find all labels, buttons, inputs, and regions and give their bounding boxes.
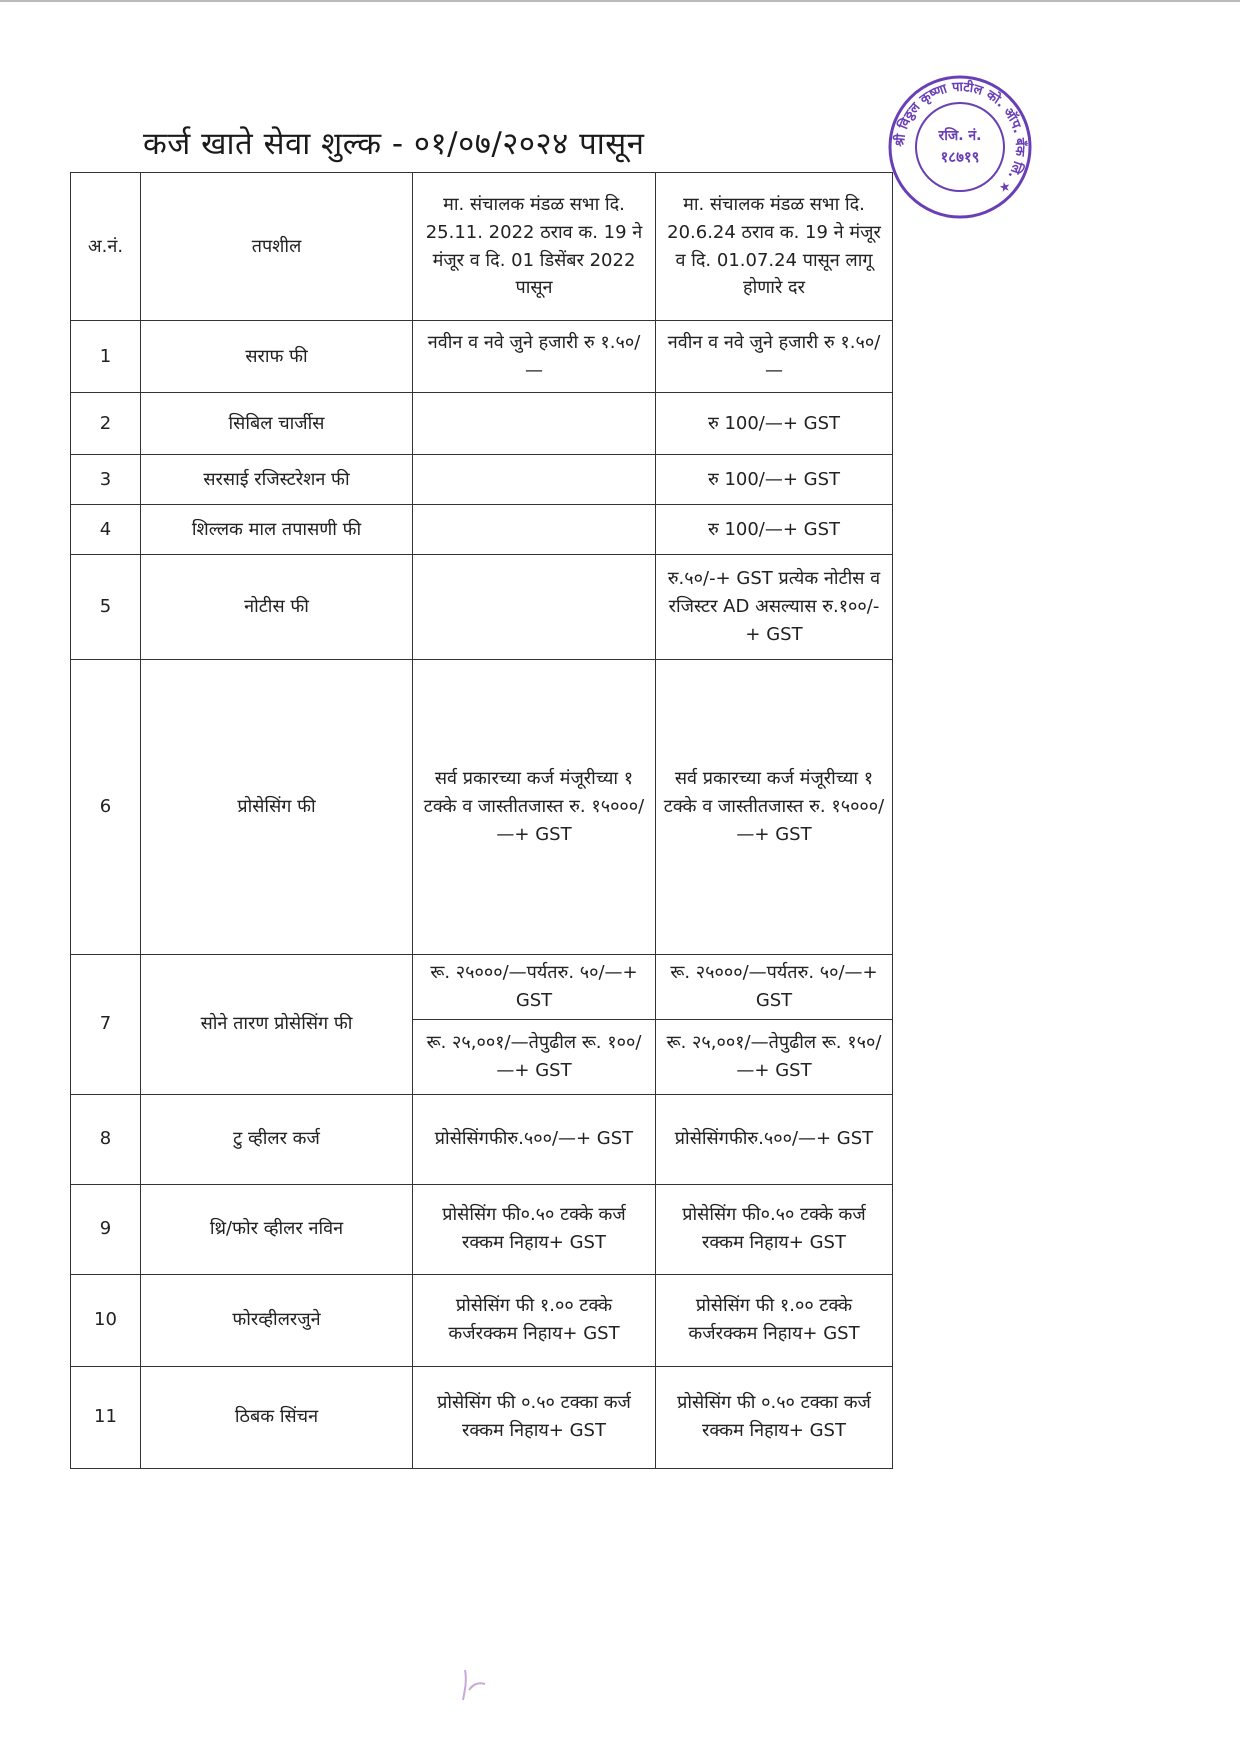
header-detail: तपशील [141, 173, 413, 321]
header-new-rate: मा. संचालक मंडळ सभा दि. 20.6.24 ठराव क. 19 ने मंजूर व दि. 01.07.24 पासून लागू होणारे दर [656, 173, 893, 321]
row-new-rate-tier-2: रू. २५,००१/—तेपुढील रू. १५०/—+ GST [656, 1019, 893, 1094]
row-old-rate [413, 555, 656, 660]
row-old-rate: सर्व प्रकारच्या कर्ज मंजूरीच्या १ टक्के व जास्तीतजास्त रु. १५०००/—+ GST [413, 660, 656, 955]
header-old-rate: मा. संचालक मंडळ सभा दि. 25.11. 2022 ठराव क. 19 ने मंजूर व दि. 01 डिसेंबर 2022 पासून [413, 173, 656, 321]
header-serial-no: अ.नं. [71, 173, 141, 321]
row-new-rate: रु 100/—+ GST [656, 505, 893, 555]
row-detail: नोटीस फी [141, 555, 413, 660]
pen-scribble-mark [455, 1660, 495, 1710]
row-detail: फोरव्हीलरजुने [141, 1274, 413, 1366]
table-row [71, 393, 893, 455]
row-detail: सराफ फी [141, 321, 413, 393]
table-row [71, 321, 893, 393]
table-header-row [71, 173, 893, 321]
top-rule [0, 0, 1240, 2]
row-no: 6 [71, 660, 141, 955]
row-new-rate: नवीन व नवे जुने हजारी रु १.५०/— [656, 321, 893, 393]
row-new-rate: प्रोसेसिंग फी १.०० टक्के कर्जरक्कम निहाय+ GST [656, 1274, 893, 1366]
row-new-rate: रु 100/—+ GST [656, 455, 893, 505]
table-row [71, 1094, 893, 1184]
row-new-rate: प्रोसेसिंगफीरु.५००/—+ GST [656, 1094, 893, 1184]
table-row [71, 1184, 893, 1274]
row-new-rate-tier-1: रू. २५०००/—पर्यतरु. ५०/—+ GST [656, 955, 893, 1020]
row-old-rate [413, 455, 656, 505]
row-no: 2 [71, 393, 141, 455]
row-no: 4 [71, 505, 141, 555]
table-row [71, 555, 893, 660]
row-detail: थ्रि/फोर व्हीलर नविन [141, 1184, 413, 1274]
row-new-rate: प्रोसेसिंग फी ०.५० टक्का कर्ज रक्कम निहाय+ GST [656, 1366, 893, 1468]
row-detail: सरसाई रजिस्टरेशन फी [141, 455, 413, 505]
row-new-rate: रु.५०/-+ GST प्रत्येक नोटीस व रजिस्टर AD असल्यास रु.१००/-+ GST [656, 555, 893, 660]
table-row [71, 1366, 893, 1468]
row-no: 11 [71, 1366, 141, 1468]
svg-text:रजि. नं.: रजि. नं. [938, 128, 982, 144]
row-new-rate: प्रोसेसिंग फी०.५० टक्के कर्ज रक्कम निहाय+ GST [656, 1184, 893, 1274]
table-row [71, 455, 893, 505]
row-detail: सिबिल चार्जीस [141, 393, 413, 455]
table-row [71, 955, 893, 1020]
service-charges-table [70, 172, 893, 1469]
row-no: 3 [71, 455, 141, 505]
row-old-rate: प्रोसेसिंग फी०.५० टक्के कर्ज रक्कम निहाय+ GST [413, 1184, 656, 1274]
row-detail: टु व्हीलर कर्ज [141, 1094, 413, 1184]
row-detail: प्रोसेसिंग फी [141, 660, 413, 955]
row-old-rate [413, 505, 656, 555]
row-old-rate: नवीन व नवे जुने हजारी रु १.५०/— [413, 321, 656, 393]
row-old-rate [413, 393, 656, 455]
row-no: 7 [71, 955, 141, 1095]
svg-text:श्री विठ्ठल कृष्णा पाटील को. ऑ: श्री विठ्ठल कृष्णा पाटील को. ऑप. बँक लि. ★ [892, 79, 1028, 197]
row-detail: सोने तारण प्रोसेसिंग फी [141, 955, 413, 1095]
row-no: 1 [71, 321, 141, 393]
row-old-rate: प्रोसेसिंग फी ०.५० टक्का कर्ज रक्कम निहाय+ GST [413, 1366, 656, 1468]
row-old-rate: प्रोसेसिंग फी १.०० टक्के कर्जरक्कम निहाय+ GST [413, 1274, 656, 1366]
row-old-rate-tier-1: रू. २५०००/—पर्यतरु. ५०/—+ GST [413, 955, 656, 1020]
row-new-rate: रु 100/—+ GST [656, 393, 893, 455]
row-old-rate: प्रोसेसिंगफीरु.५००/—+ GST [413, 1094, 656, 1184]
table-row [71, 505, 893, 555]
svg-text:१८७१९: १८७१९ [940, 148, 980, 166]
row-detail: ठिबक सिंचन [141, 1366, 413, 1468]
row-no: 5 [71, 555, 141, 660]
row-detail: शिल्लक माल तपासणी फी [141, 505, 413, 555]
row-new-rate: सर्व प्रकारच्या कर्ज मंजूरीच्या १ टक्के व जास्तीतजास्त रु. १५०००/—+ GST [656, 660, 893, 955]
table-row [71, 1274, 893, 1366]
row-no: 10 [71, 1274, 141, 1366]
row-old-rate-tier-2: रू. २५,००१/—तेपुढील रू. १००/—+ GST [413, 1019, 656, 1094]
row-no: 9 [71, 1184, 141, 1274]
row-no: 8 [71, 1094, 141, 1184]
table-row [71, 660, 893, 955]
bank-seal-stamp [885, 70, 1035, 225]
page-title: कर्ज खाते सेवा शुल्क - ०१/०७/२०२४ पासून [143, 126, 645, 162]
